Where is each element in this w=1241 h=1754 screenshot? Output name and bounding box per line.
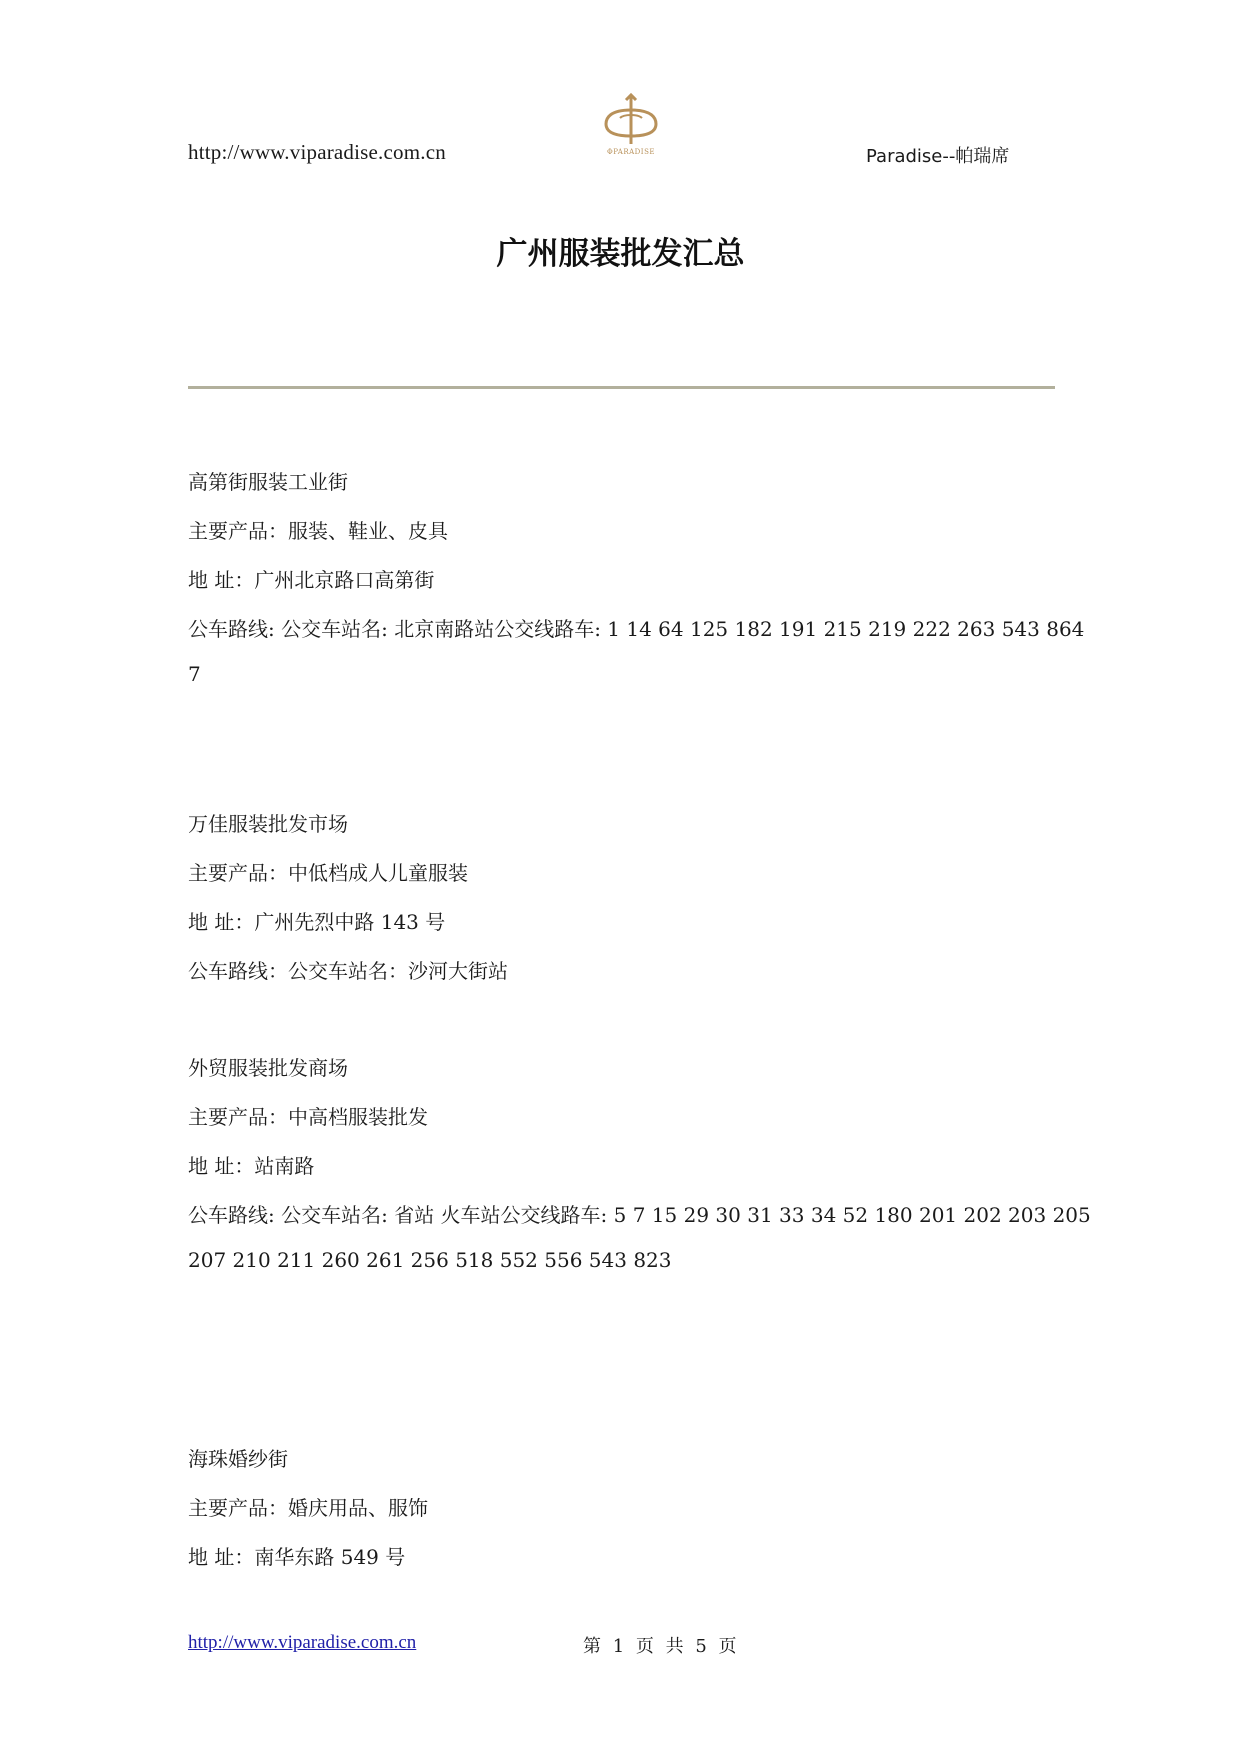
entry-bus-route: 公车路线：公交车站名：沙河大街站 xyxy=(188,959,508,983)
footer-url-link[interactable]: http://www.viparadise.com.cn xyxy=(188,1632,417,1653)
entry-name: 万佳服装批发市场 xyxy=(188,812,348,836)
header-divider xyxy=(188,386,1055,389)
entry-products: 主要产品：中高档服装批发 xyxy=(188,1105,428,1129)
entry-address: 地 址：广州北京路口高第街 xyxy=(188,568,435,592)
logo-emblem-icon xyxy=(596,92,666,148)
entry-bus-route-cont: 7 xyxy=(188,662,201,686)
entry-name: 高第街服装工业街 xyxy=(188,470,348,494)
entry-name: 海珠婚纱街 xyxy=(188,1447,288,1471)
header-brand: Paradise--帕瑞席 xyxy=(866,146,1010,167)
entry-products: 主要产品：服装、鞋业、皮具 xyxy=(188,519,448,543)
entry-bus-route-cont: 207 210 211 260 261 256 518 552 556 543 823 xyxy=(188,1248,672,1272)
page-title: 广州服装批发汇总 xyxy=(496,236,745,272)
logo-text: ΦPARADISE xyxy=(607,148,655,156)
entry-address: 地 址：站南路 xyxy=(188,1154,315,1178)
paradise-logo xyxy=(596,92,666,160)
entry-name: 外贸服装批发商场 xyxy=(188,1056,348,1080)
entry-products: 主要产品：中低档成人儿童服装 xyxy=(188,861,468,885)
entry-products: 主要产品：婚庆用品、服饰 xyxy=(188,1496,428,1520)
entry-address: 地 址：广州先烈中路 143 号 xyxy=(188,910,446,934)
entry-bus-route: 公车路线: 公交车站名: 北京南路站公交线路车: 1 14 64 125 182 191 215 219 222 263 543 864 xyxy=(188,617,1085,641)
header-url: http://www.viparadise.com.cn xyxy=(188,140,446,164)
entry-bus-route: 公车路线: 公交车站名: 省站 火车站公交线路车: 5 7 15 29 30 31 33 34 52 180 201 202 203 205 xyxy=(188,1203,1091,1227)
entry-address: 地 址：南华东路 549 号 xyxy=(188,1545,406,1569)
page-number: 第 1 页 共 5 页 xyxy=(583,1636,737,1657)
